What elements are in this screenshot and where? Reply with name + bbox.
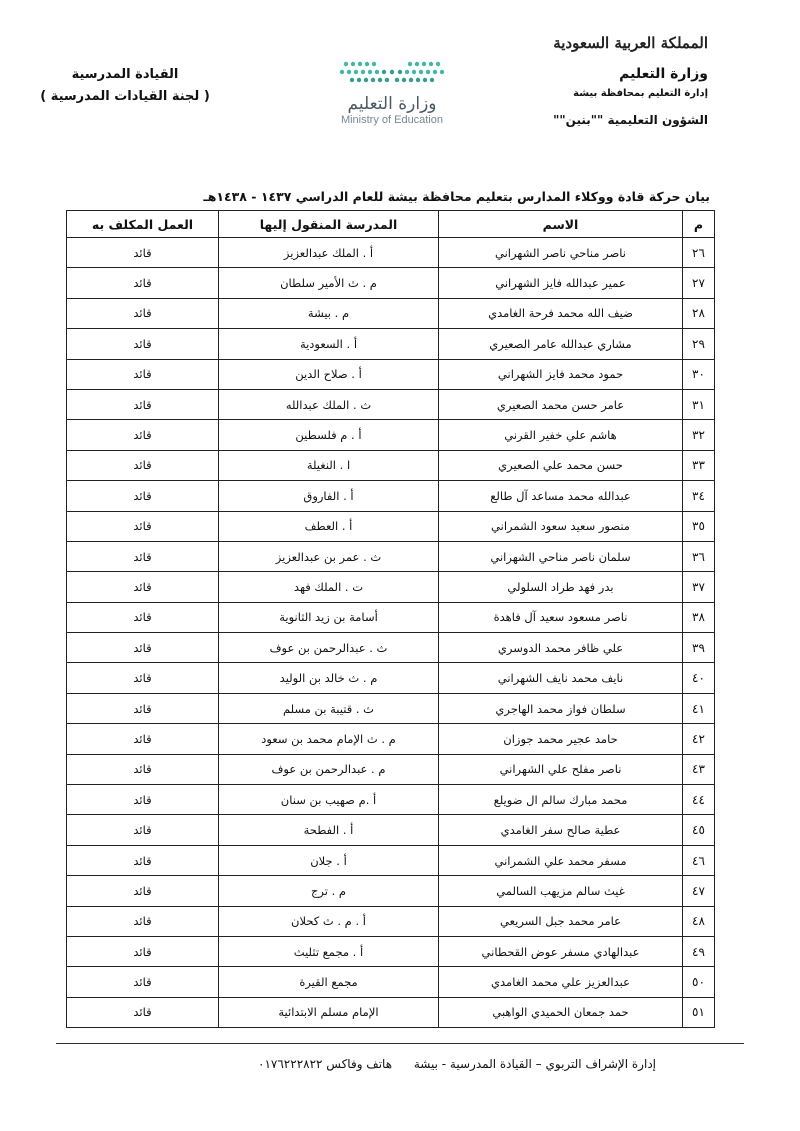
row-school: أ . صلاح الدين — [219, 359, 439, 389]
table-row — [67, 602, 715, 632]
row-number: ٤٩ — [683, 936, 715, 966]
table-row — [67, 967, 715, 997]
row-task: قائد — [67, 268, 219, 298]
row-school: م . ث خالد بن الوليد — [219, 663, 439, 693]
row-task: قائد — [67, 541, 219, 571]
footer-department: إدارة الإشراف التربوي – القيادة المدرسية - بيشة — [413, 1057, 656, 1071]
header-school: المدرسة المنقول إليها — [219, 211, 439, 238]
row-school: ا . النغيلة — [219, 450, 439, 480]
table-row — [67, 724, 715, 754]
row-number: ٤٠ — [683, 663, 715, 693]
row-task: قائد — [67, 359, 219, 389]
row-number: ٤٥ — [683, 815, 715, 845]
department-name: القيادة المدرسية — [71, 67, 179, 82]
row-school: ث . عمر بن عبدالعزيز — [219, 541, 439, 571]
table-row — [67, 997, 715, 1027]
row-task: قائد — [67, 754, 219, 784]
table-row — [67, 511, 715, 541]
row-task: قائد — [67, 785, 219, 815]
footer-phone: هاتف وفاكس ٠١٧٦٢٢٢٨٢٢ — [258, 1057, 393, 1071]
ministry-header — [478, 34, 708, 127]
row-number: ٢٩ — [683, 329, 715, 359]
table-row — [67, 420, 715, 450]
row-name: هاشم علي خفير القرني — [439, 420, 683, 450]
row-name: عامر حسن محمد الصعيري — [439, 389, 683, 419]
row-school: مجمع القيرة — [219, 967, 439, 997]
row-number: ٣٩ — [683, 633, 715, 663]
footer-divider — [56, 1043, 744, 1044]
row-number: ٢٧ — [683, 268, 715, 298]
document-title: بيان حركة قادة ووكلاء المدارس بتعليم محافظة بيشة للعام الدراسي ١٤٣٧ - ١٤٣٨هـ — [203, 189, 710, 204]
row-task: قائد — [67, 481, 219, 511]
row-school: ث . الملك عبدالله — [219, 389, 439, 419]
row-name: سلمان ناصر مناحي الشهراني — [439, 541, 683, 571]
department-header — [30, 64, 220, 108]
row-task: قائد — [67, 511, 219, 541]
row-name: حمد جمعان الحميدي الواهبي — [439, 997, 683, 1027]
row-name: حمود محمد فايز الشهراني — [439, 359, 683, 389]
row-number: ٣٤ — [683, 481, 715, 511]
row-number: ٣٥ — [683, 511, 715, 541]
committee-name: ( لجنة القيادات المدرسية ) — [40, 89, 210, 104]
table-row — [67, 663, 715, 693]
table-row — [67, 268, 715, 298]
row-number: ٤٧ — [683, 876, 715, 906]
row-task: قائد — [67, 967, 219, 997]
table-row — [67, 359, 715, 389]
affairs-name: الشؤون التعليمية ""بنين"" — [553, 113, 708, 127]
row-school: أ . العطف — [219, 511, 439, 541]
row-number: ٣٢ — [683, 420, 715, 450]
header-task: العمل المكلف به — [67, 211, 219, 238]
table-row — [67, 754, 715, 784]
row-number: ٤٢ — [683, 724, 715, 754]
row-school: م . بيشة — [219, 298, 439, 328]
table-row — [67, 298, 715, 328]
kingdom-title: المملكة العربية السعودية — [553, 34, 708, 52]
row-name: مسفر محمد علي الشمراني — [439, 845, 683, 875]
table-row — [67, 633, 715, 663]
row-name: مشاري عبدالله عامر الصعيري — [439, 329, 683, 359]
row-task: قائد — [67, 450, 219, 480]
row-task: قائد — [67, 389, 219, 419]
row-number: ٤١ — [683, 693, 715, 723]
row-name: ناصر مفلح علي الشهراني — [439, 754, 683, 784]
row-number: ٢٨ — [683, 298, 715, 328]
row-name: محمد مبارك سالم ال ضويلع — [439, 785, 683, 815]
row-task: قائد — [67, 845, 219, 875]
row-name: عمير عبدالله فايز الشهراني — [439, 268, 683, 298]
logo-arabic-text: وزارة التعليم — [347, 94, 437, 114]
directorate-name: إدارة التعليم بمحافظة بيشة — [573, 88, 708, 99]
row-name: حسن محمد علي الصعيري — [439, 450, 683, 480]
ministry-name: وزارة التعليم — [619, 66, 708, 82]
table-row — [67, 845, 715, 875]
table-header-row — [67, 211, 715, 238]
row-school: أ . م . ث كحلان — [219, 906, 439, 936]
row-school: أ . الفطحة — [219, 815, 439, 845]
row-name: حامد عجير محمد جوزان — [439, 724, 683, 754]
row-task: قائد — [67, 238, 219, 268]
table-row — [67, 238, 715, 268]
row-number: ٣٦ — [683, 541, 715, 571]
row-number: ٤٣ — [683, 754, 715, 784]
row-task: قائد — [67, 572, 219, 602]
row-task: قائد — [67, 420, 219, 450]
row-task: قائد — [67, 633, 219, 663]
row-number: ٣١ — [683, 389, 715, 419]
row-school: الإمام مسلم الابتدائية — [219, 997, 439, 1027]
header-num: م — [683, 211, 715, 238]
row-school: أ .م صهيب بن سنان — [219, 785, 439, 815]
row-task: قائد — [67, 876, 219, 906]
row-school: أ . السعودية — [219, 329, 439, 359]
table-row — [67, 906, 715, 936]
row-name: عطية صالح سفر الغامدي — [439, 815, 683, 845]
table-row — [67, 329, 715, 359]
table-row — [67, 785, 715, 815]
table-row — [67, 541, 715, 571]
row-name: عبدالله محمد مساعد آل طالع — [439, 481, 683, 511]
row-task: قائد — [67, 298, 219, 328]
row-school: ت . الملك فهد — [219, 572, 439, 602]
header-name: الاسم — [439, 211, 683, 238]
row-task: قائد — [67, 936, 219, 966]
row-name: ضيف الله محمد فرحة الغامدي — [439, 298, 683, 328]
row-task: قائد — [67, 906, 219, 936]
row-school: ث . عبدالرحمن بن عوف — [219, 633, 439, 663]
row-number: ٣٧ — [683, 572, 715, 602]
row-school: م . ترج — [219, 876, 439, 906]
transfers-table — [66, 210, 714, 1028]
row-number: ٤٨ — [683, 906, 715, 936]
table-row — [67, 481, 715, 511]
row-number: ٥١ — [683, 997, 715, 1027]
row-name: ناصر مناحي ناصر الشهراني — [439, 238, 683, 268]
table-row — [67, 815, 715, 845]
row-number: ٣٠ — [683, 359, 715, 389]
row-task: قائد — [67, 329, 219, 359]
row-school: م . ث الإمام محمد بن سعود — [219, 724, 439, 754]
row-task: قائد — [67, 997, 219, 1027]
row-number: ٣٨ — [683, 602, 715, 632]
table-row — [67, 572, 715, 602]
row-name: عامر محمد جبل السريعي — [439, 906, 683, 936]
row-school: أ . مجمع تثليث — [219, 936, 439, 966]
row-number: ٤٤ — [683, 785, 715, 815]
row-task: قائد — [67, 815, 219, 845]
row-name: سلطان فواز محمد الهاجري — [439, 693, 683, 723]
row-task: قائد — [67, 693, 219, 723]
table-row — [67, 936, 715, 966]
ministry-logo — [322, 52, 462, 126]
row-name: عبدالهادي مسفر عوض القحطاني — [439, 936, 683, 966]
logo-english-text: Ministry of Education — [340, 114, 444, 126]
table-row — [67, 389, 715, 419]
row-number: ٥٠ — [683, 967, 715, 997]
row-name: بدر فهد طراد السلولي — [439, 572, 683, 602]
row-task: قائد — [67, 602, 219, 632]
row-school: أ . الفاروق — [219, 481, 439, 511]
table-row — [67, 450, 715, 480]
row-school: أ . جلان — [219, 845, 439, 875]
row-number: ٣٣ — [683, 450, 715, 480]
row-school: ث . قتيبة بن مسلم — [219, 693, 439, 723]
row-school: أ . الملك عبدالعزيز — [219, 238, 439, 268]
row-name: ناصر مسعود سعيد آل فاهدة — [439, 602, 683, 632]
row-number: ٢٦ — [683, 238, 715, 268]
row-school: م . ث الأمير سلطان — [219, 268, 439, 298]
row-school: م . عبدالرحمن بن عوف — [219, 754, 439, 784]
table-row — [67, 876, 715, 906]
row-task: قائد — [67, 663, 219, 693]
row-name: علي ظافر محمد الدوسري — [439, 633, 683, 663]
row-name: عبدالعزيز علي محمد الغامدي — [439, 967, 683, 997]
row-name: منصور سعيد سعود الشمراني — [439, 511, 683, 541]
logo-dots-icon — [332, 52, 452, 92]
row-name: نايف محمد نايف الشهراني — [439, 663, 683, 693]
row-number: ٤٦ — [683, 845, 715, 875]
row-name: غيث سالم مزيهب السالمي — [439, 876, 683, 906]
footer — [56, 1057, 656, 1071]
row-task: قائد — [67, 724, 219, 754]
row-school: أسامة بن زيد الثانوية — [219, 602, 439, 632]
table-row — [67, 693, 715, 723]
row-school: أ . م فلسطين — [219, 420, 439, 450]
